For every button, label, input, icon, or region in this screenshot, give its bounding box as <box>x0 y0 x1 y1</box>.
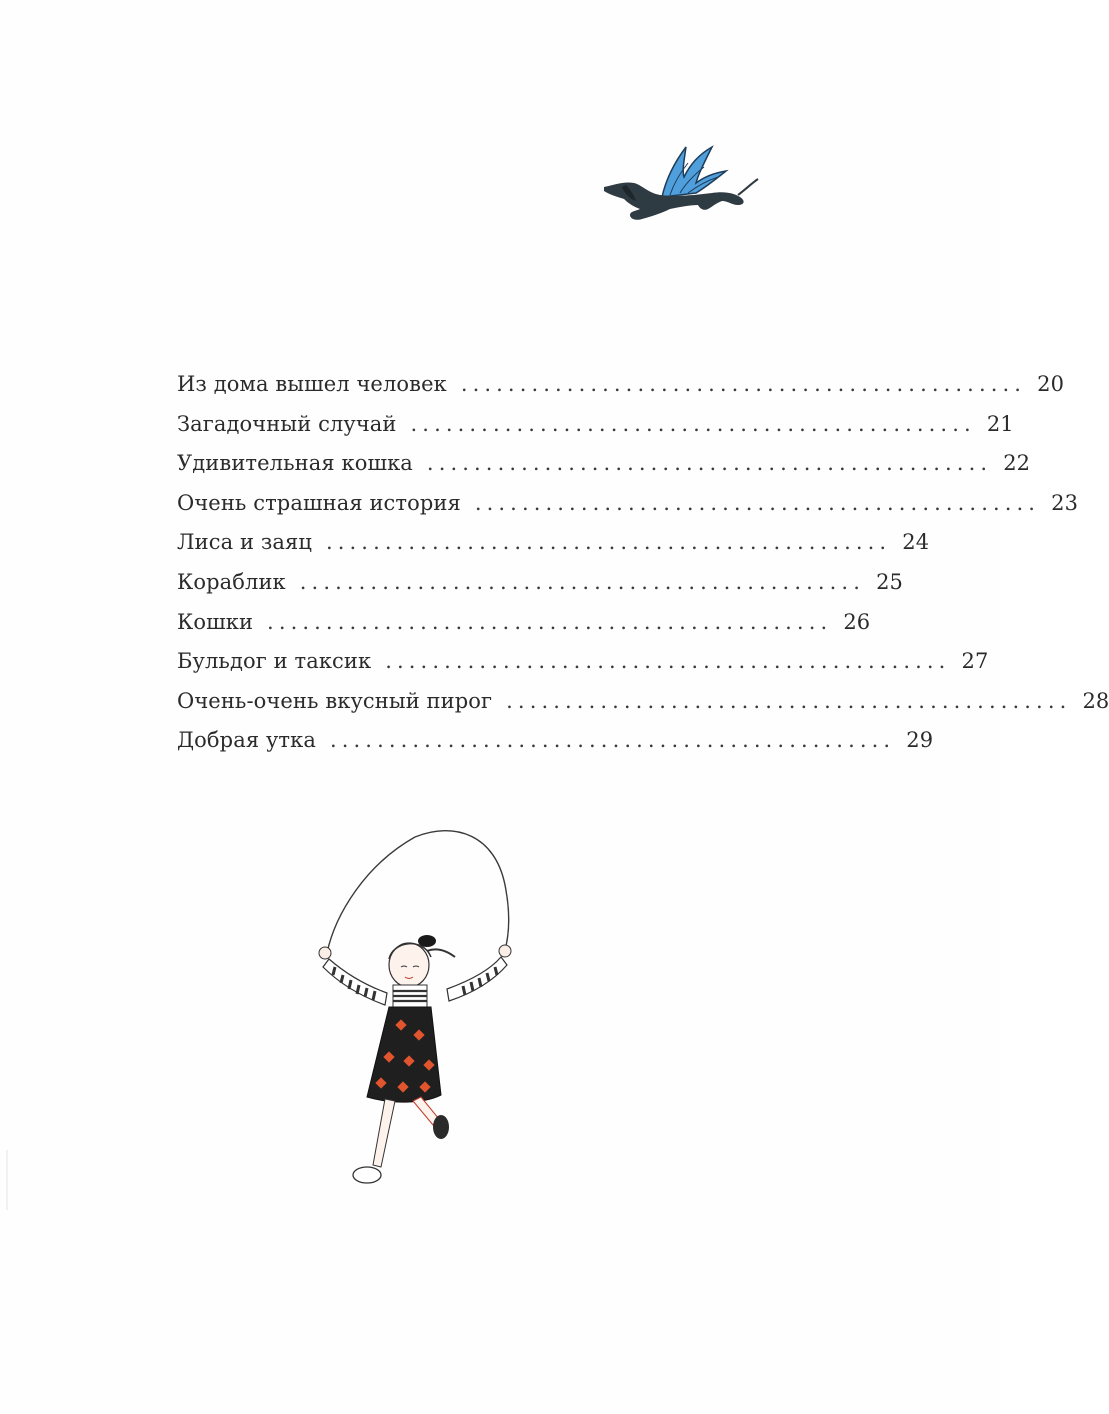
toc-entry[interactable] <box>177 609 871 650</box>
toc-leader-dots: ................................................ <box>299 569 865 594</box>
toc-entry[interactable] <box>177 728 934 768</box>
toc-entry[interactable] <box>177 530 930 570</box>
toc-entry-page: 25 <box>876 569 903 594</box>
toc-leader-dots: ................................................ <box>329 728 896 753</box>
page-edge-shadow <box>6 1150 8 1210</box>
toc-entry-title: Добрая утка <box>177 728 316 753</box>
toc-entry-title: Очень страшная история <box>177 490 461 515</box>
toc-entry-title: Кораблик <box>177 569 286 594</box>
toc-leader-dots: ................................................ <box>506 688 1072 713</box>
toc-entry[interactable] <box>177 569 903 610</box>
toc-entry[interactable] <box>177 411 1014 452</box>
toc-entry-page: 23 <box>1051 490 1079 515</box>
toc-entry-title: Удивительная кошка <box>177 451 413 476</box>
table-of-contents <box>177 372 1109 768</box>
toc-entry-title: Из дома вышел человек <box>177 372 447 396</box>
toc-entry[interactable] <box>177 451 1031 491</box>
toc-entry[interactable] <box>177 372 1065 412</box>
toc-entry-title: Лиса и заяц <box>177 530 312 555</box>
toc-entry-title: Очень-очень вкусный пирог <box>177 688 493 713</box>
toc-entry-page: 29 <box>906 728 934 753</box>
toc-entry[interactable] <box>177 649 989 689</box>
toc-leader-dots: ................................................ <box>410 411 976 436</box>
toc-leader-dots: ................................................ <box>474 490 1041 515</box>
toc-entry-page: 27 <box>961 649 989 674</box>
toc-leader-dots: ................................................ <box>325 530 892 555</box>
toc-entry[interactable] <box>177 688 1109 729</box>
toc-leader-dots: ................................................ <box>426 451 993 476</box>
toc-entry-page: 26 <box>843 609 871 634</box>
toc-entry-title: Бульдог и таксик <box>177 649 372 674</box>
toc-entry-page: 24 <box>902 530 930 555</box>
toc-entry-page: 22 <box>1003 451 1031 476</box>
toc-entry-title: Загадочный случай <box>177 411 397 436</box>
toc-leader-dots: ................................................ <box>267 609 833 634</box>
toc-entry-page: 20 <box>1037 372 1065 396</box>
girl-jumping-rope-icon <box>305 825 530 1210</box>
toc-leader-dots: ................................................ <box>460 372 1027 396</box>
toc-entry-page: 28 <box>1082 688 1109 713</box>
toc-entry-page: 21 <box>986 411 1014 436</box>
toc-leader-dots: ................................................ <box>385 649 951 674</box>
toc-entry-title: Кошки <box>177 609 254 634</box>
toc-entry[interactable] <box>177 490 1079 531</box>
winged-dog-icon <box>600 135 760 230</box>
